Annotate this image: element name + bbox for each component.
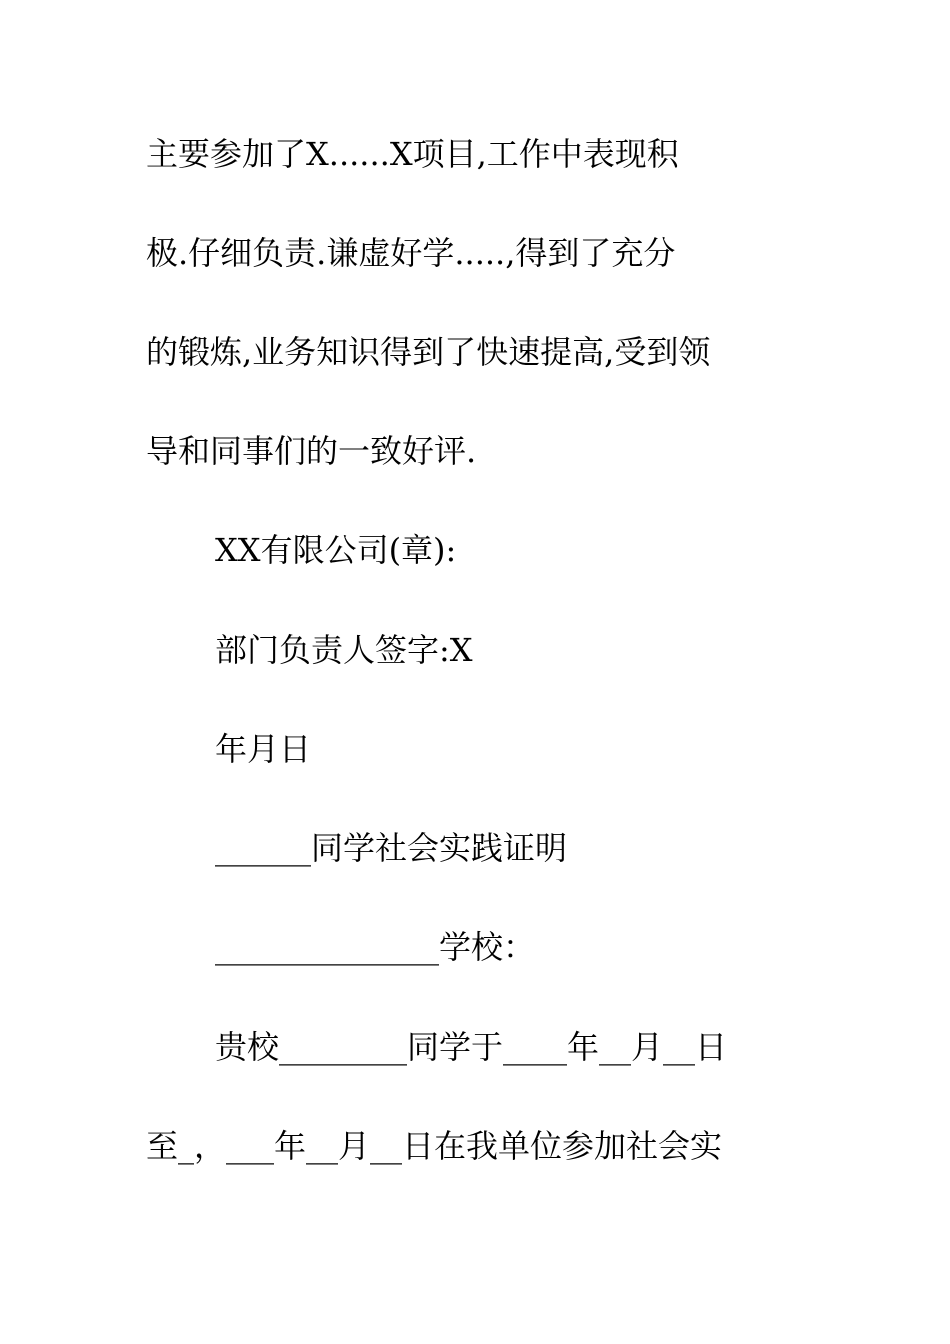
- department-head-signature-line: 部门负责人签字:X: [215, 631, 473, 669]
- body-text-line: 的锻炼,业务知识得到了快速提高,受到领: [146, 333, 711, 371]
- body-text-line: 贵校________同学于____年__月__日: [215, 1028, 728, 1066]
- company-seal-line: XX有限公司(章):: [215, 531, 457, 569]
- body-text-line: 至_，___年__月__日在我单位参加社会实: [146, 1127, 723, 1165]
- certificate-title: ______同学社会实践证明: [215, 829, 568, 867]
- body-text-line: 主要参加了X......X项目,工作中表现积: [146, 135, 679, 173]
- school-salutation: ______________学校：: [215, 928, 536, 966]
- body-text-line: 导和同事们的一致好评.: [146, 432, 477, 470]
- date-line: 年月日: [215, 730, 312, 768]
- body-text-line: 极.仔细负责.谦虚好学.....,得到了充分: [146, 234, 676, 272]
